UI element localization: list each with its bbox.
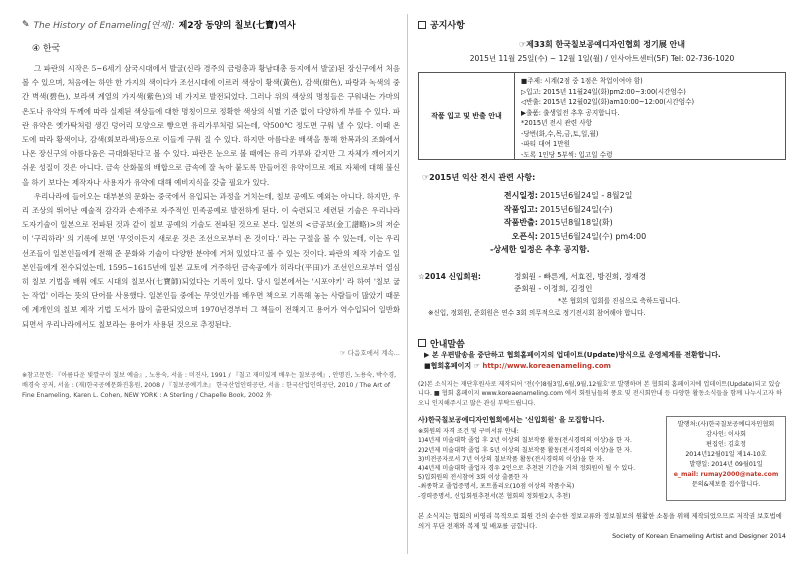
homepage-link[interactable]: http://www.koreaenameling.com: [482, 361, 611, 370]
list-item: *2015년 전시 관련 사항: [521, 119, 592, 127]
notice-title: 공지사항: [418, 18, 786, 31]
footer-notice: 본 소식지는 협회의 비영리 목적으로 회원 간의 순수한 정보교류와 정보칠보의 원활한 소통을 위해 제작되었으므로 저작권 보호법에 의거 무단 전재와 복제 및 배포를 금합니다.: [418, 511, 782, 530]
schedule-row: 전시일정: 2015년6월24일 - 8월2일: [503, 191, 633, 200]
guide-title: 안내말씀: [418, 337, 786, 350]
member-row: 준회원 - 이정희, 김정인: [514, 283, 593, 293]
table-items: [515, 73, 785, 159]
paragraph: 우리나라에 들어오는 대부분의 문화는 중국에서 유입되는 과정을 거치는데, 칠보 공예도 예외는 아니다. 하지만, 우리 조상의 뛰어난 예술적 감각과 손재주로 자주적인 민족공예로 발전하게 된다. 이 숙련되고 세련된 기술은 우리나라 도자기술이 일본으로 전파된 것과 같이 칠보 공예의 기술도 전파된 것으로 본다. 일본의 <금공보(金工譜略)>의 저순이 '구리하라' 의 기록에 보면 '무엇이든지 새로운 것은 조선으로부터 온 것이다.' 라는 구절을 볼 수 있는데, 이는 우리 선조들이 일본인들에게 전해 준 문화와 기술이 다양한 분야에 거쳐 있었다고 볼 수 있는 것이다. 파란의 제작 기술도 일본인들에게 전수되었는데, 1595~1615년에 일본 교토에 거주하던 금속공예가 히라다(平田)가 조선인으로부터 열심히 칠보 기법을 배워 에도 시대의 칠보사(七寶師)되었다는 기록이 있다. 당시 일본에서는 '시포야키' 라 하여 '칠보 굽는 작업' 이라는 뜻의 단어를 사용했다. 일본인들 중에는 무엇인가를 배우면 책으로 기록해 놓는 사람들이 많았기 때문에 계개인의 칠보 제작 기법 도서가 많이 출판되었으며 1970년경부터 그 책들이 전해지고 용어가 역수입되어 일반화되면서 우리나라에서도 칠보라는 용어가 사용된 것으로 추정된다.: [22, 191, 401, 329]
pen-icon: ✎: [22, 19, 30, 30]
member-note: *본 협회의 입회를 진심으로 축하드립니다.: [558, 296, 681, 305]
series-title: The History of Enameling[연재]:: [33, 21, 175, 31]
exhibition-date: 2015년 11월 25일(수) ~ 12월 1일(월) / 인사아트센터(5F) Tel: 02-736-1020: [469, 54, 735, 63]
list-item: -파티 대여 1만원: [521, 140, 570, 148]
iksan-title: ☞2015년 익산 전시 관련 사항:: [422, 173, 536, 182]
article-header: [22, 18, 400, 31]
submission-table: [418, 72, 786, 160]
list-item: 3)비전공자로서 7년 이상의 칠보작품 활동(전시경력의 이상)을 한 자.: [418, 455, 605, 463]
guide-line-1: ▶ 본 우편발송을 중단하고 협회홈페이지의 업데이트(Update)방식으로 운영체계를 전환합니다.: [424, 350, 721, 359]
list-item: -도록 1인당 5부씩: 입고일 수령: [521, 150, 613, 159]
list-item: 1)4년제 미술대학 졸업 후 2년 이상의 칠보작품 활동(전시경력의 이상)을 한 자.: [418, 437, 633, 445]
checkbox-square-icon: [418, 339, 426, 347]
continue-note: ☞ 다음호에서 계속...: [339, 348, 400, 357]
list-item: ▷입고: 2015년 11월24일(화)pm2:00~3:00(시간엄수): [521, 87, 686, 96]
guide-paragraph: (2)본 소식지는 재단후원사로 제작되어 '전(수)8월3일,6월,9월,12월호'로 발행하며 본 협회의 홈페이지에 업데이트(Update)되고 있습니다. ■ 협회 홈페이지 www.koreaenameling.com 에서 회원님들의 풍요 및 전시회안내 등 다양한 활동소식들을 함께 나누시고자 하오니 인지해주시고 많은 관심 부탁드립니다.: [418, 380, 782, 407]
article-body: [22, 62, 400, 332]
recruit-title: 사)한국칠보공예디자인협회에서는 '신입회원' 을 모집합니다.: [418, 416, 605, 424]
schedule-row: 오픈식: 2015년6월24일(수) pm4:00: [511, 231, 647, 241]
guide-line-2: ■협회홈페이지 ☞ http://www.koreaenameling.com: [424, 361, 611, 370]
schedule-row: 작품반출: 2015년8월18일(화): [503, 218, 613, 227]
list-item: -최종학교 졸업증명서, 포트폴리오(10점 이상의 작품수록): [418, 483, 575, 491]
list-item: 5)입회원의 전시참여 3회 이상 출품한 자: [418, 474, 528, 482]
section-title: ④ 한국: [32, 44, 61, 54]
list-item: ▶출품: 출생일전 추후 공지합니다.: [521, 108, 620, 117]
list-item: 2)2년제 미술대학 졸업 후 5년 이상의 칠보작품 활동(전시경력의 이상)을 한 자.: [418, 446, 633, 454]
right-column: [418, 18, 786, 558]
recruit-block: [418, 416, 660, 501]
schedule-row: 작품입고: 2015년6월24일(수): [503, 204, 613, 214]
list-item: -경력증명서, 신입회원추천서(본 협회의 정회원2人 추천): [418, 492, 571, 500]
list-item: 4)4년제 미술대학 졸업자 경우 2인으로 추천된 기간을 거쳐 정회원이 될 수 있다.: [418, 465, 636, 473]
schedule-note: -상세한 일정은 추후 공지함.: [490, 245, 590, 254]
column-divider: [407, 14, 408, 554]
publisher-info: 발행처:(사)한국칠보공예디자인협회 감사인: 이사회 편집인: 김효정 2014년12월01일 제14-10호 발행일: 2014년 09월01일 e_mail: rumay2000@nate.com 문의&제보를 접수합니다.: [666, 416, 786, 501]
iksan-schedule: [454, 189, 786, 257]
list-item: -당번(화,수,목,금,토,일,월): [521, 129, 599, 138]
references: ※참고문헌: 『아름다운 빛깔구이 칠보 예술』, 노용숙, 서울 : 미진사, 1991 / 『칠고 재미있게 배우는 칠보공예』, 안명진, 노용숙, 박수경, 배경숙 공저, 서울 : (재)한국공예문화진흥원, 2008 / 『칠보공예기초』 한국산업인력공단, 서울 : 한국산업인력공단, 2010 / The Art of Fine Enameling, Karen L. Cohen, NEW YORK : A Sterling / Chapelle Book, 2002 外: [22, 371, 397, 399]
new-members: [418, 271, 786, 319]
paragraph: 그 파란의 시작은 5~6세기 삼국시대에서 발굴(신라 경주의 금령총과 황남대총 등지에서 발굴)된 장신구에서 처음 볼 수 있으며, 처음에는 하얀 한 가지의 색이다가 조선시대에 이르러 색상이 황색(黃色), 감색(紺色), 파랑과 녹색의 중간 벽색(碧色), 보라색 계열의 가지색(紫色)의 네 가지로 발전되었다. 그러나 위의 색상의 명칭들은 구워내는 가마의 온도나 유약의 두께에 따라 실제된 색상들에 대한 명칭이므로 정확한 색상의 식별 기준 없이 다양하게 부를 수 있다. 파란 유약은 옛가탁처럼 생긴 덩어리 모양으로 빻으면 유리가루처럼 되는데, 약500℃ 정도면 구워 낼 수 있다. 이때 온도에 따라 황색이나, 감색(회보라색)등으로 이들게 구워 질 수 있다. 하지만 아름다운 배색을 통해 한복과의 조화에서 나온 장신구의 아름다움은 극대화된다고 볼 수 있다. 파란은 눈으로 볼 때에는 유리 가루와 같지만 그 자체가 깨어지기 쉬운 성질이 것은 아니다. 금속 산화물의 배합으로 금속에 잘 녹아 붙도록 만들어진 유약이므로 재료 자체에 대해 불신을 하기 보다는 제작자나 사용자가 유약에 대해 예비지식을 갖출 필요가 있다.: [22, 64, 400, 187]
email-link[interactable]: e_mail: rumay2000@nate.com: [673, 471, 779, 478]
member-row: ☆2014 신입회원: 정회원 - 빠른계, 서효진, 방진희, 정재경: [418, 271, 647, 281]
list-item: ■주제: 시계(2점 중 1점은 착업이여야 함): [521, 77, 643, 85]
list-item: ※회원의 자격 조건 및 구비서류 안내:: [418, 428, 519, 436]
member-footnote: ※신입, 정회원, 준회원은 연수 3회 의무적으로 정기전시회 참여해야 합니다.: [428, 308, 646, 317]
footer: [418, 511, 786, 541]
table-label: 작품 입고 및 반출 안내: [419, 73, 515, 159]
exhibition-heading: ☞제33회 한국칠보공예디자인협회 정기展 안내: [518, 40, 686, 49]
checkbox-square-icon: [418, 21, 426, 29]
left-column: [22, 18, 400, 558]
footer-society: Society of Korean Enameling Artist and Designer 2014: [612, 531, 786, 540]
chapter-title: 제2장 동양의 칠보(七寶)역사: [178, 21, 296, 31]
list-item: ◁반출: 2015년 12월02일(화)am10:00~12:00(시간엄수): [521, 98, 695, 106]
bottom-section: [418, 416, 786, 501]
